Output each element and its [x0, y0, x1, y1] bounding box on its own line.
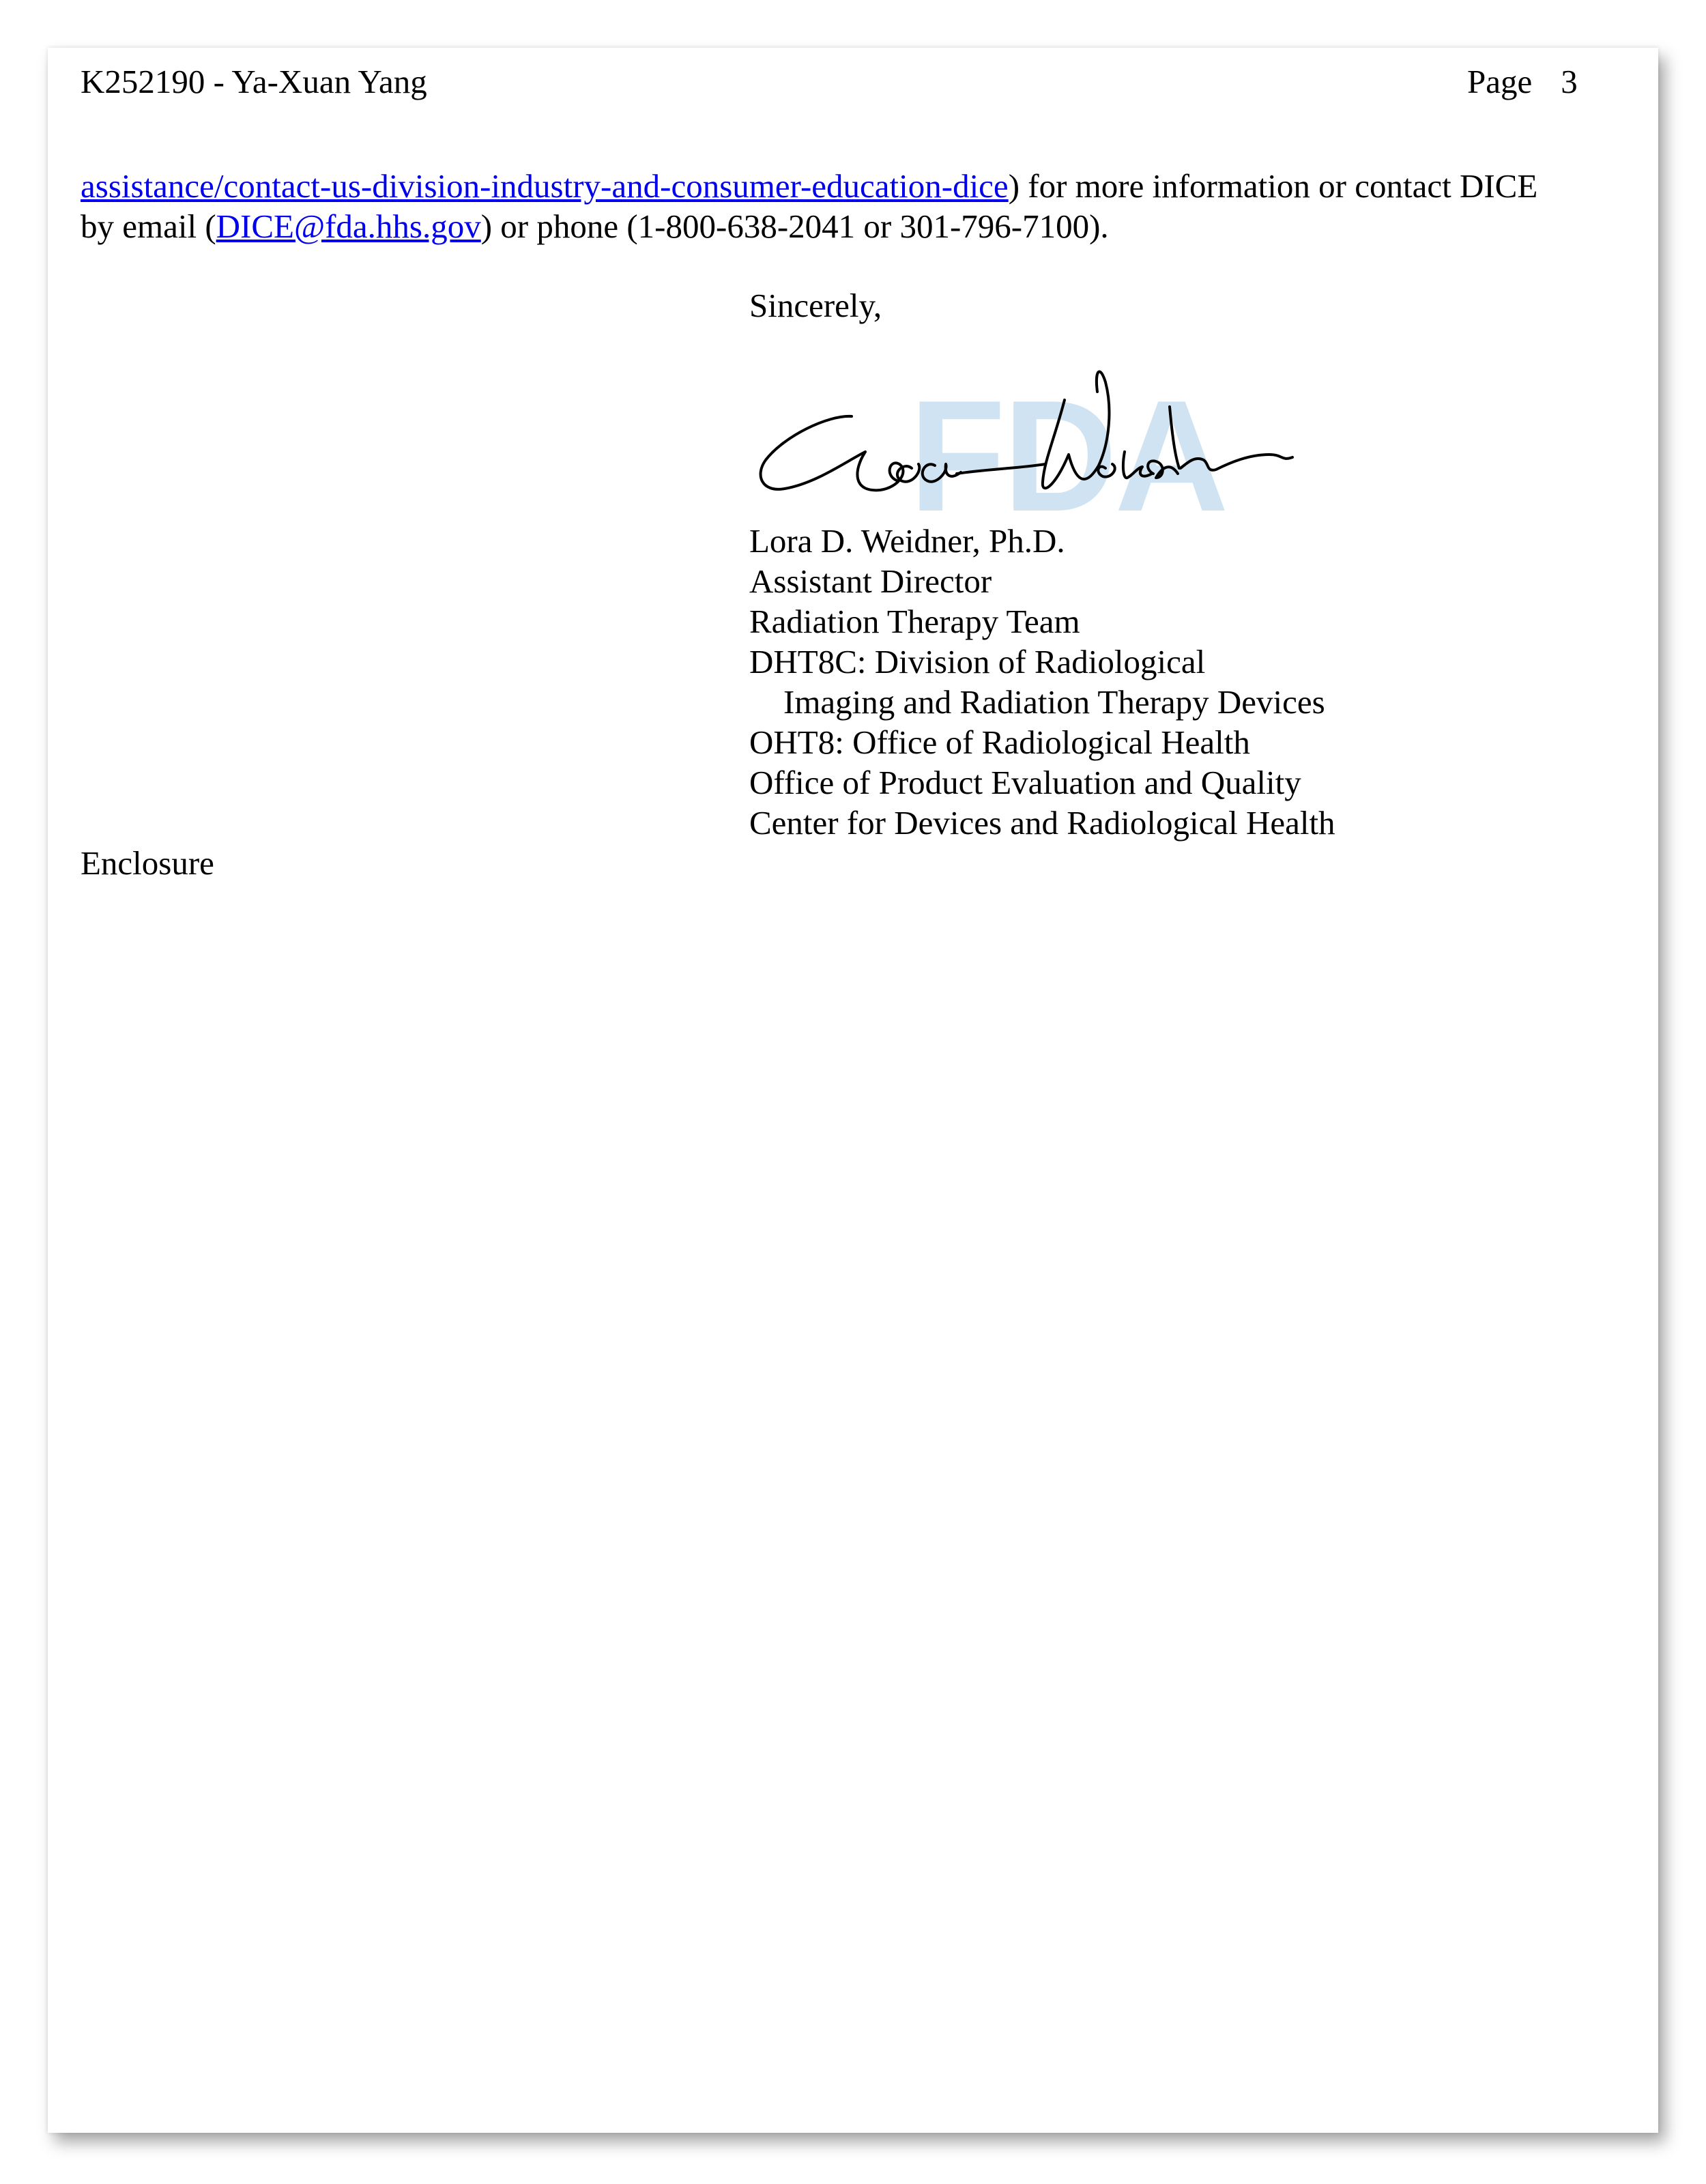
- signer-division: DHT8C: Division of Radiological: [749, 643, 1206, 680]
- paragraph-line-2: [81, 206, 1636, 246]
- paragraph-line-2-lead: by email (: [81, 207, 216, 245]
- signer-center: Center for Devices and Radiological Health: [749, 804, 1335, 842]
- paragraph-line-1-text: ) for more information or contact DICE: [1008, 167, 1538, 205]
- signer-division-continued: Imaging and Radiation Therapy Devices: [783, 683, 1325, 721]
- signer-office-evaluation: Office of Product Evaluation and Quality: [749, 764, 1301, 801]
- paragraph-line-1: [81, 166, 1636, 206]
- paragraph-line-2-text: ) or phone (1-800-638-2041 or 301-796-7100).: [480, 207, 1109, 245]
- document-page: [48, 48, 1658, 2133]
- contact-paragraph: [81, 166, 1636, 246]
- fda-watermark: FDA: [909, 368, 1226, 526]
- signature-graphic: [751, 334, 1310, 526]
- signer-name: Lora D. Weidner, Ph.D.: [749, 522, 1065, 560]
- signer-office: OHT8: Office of Radiological Health: [749, 723, 1250, 761]
- signer-title: Assistant Director: [749, 562, 992, 600]
- page-number: 3: [1561, 63, 1578, 100]
- signature-area: [751, 334, 1310, 526]
- page-label: Page: [1467, 63, 1533, 100]
- dice-url-link[interactable]: assistance/contact-us-division-industry-and-consumer-education-dice: [81, 167, 1009, 205]
- enclosure-note: Enclosure: [81, 844, 214, 882]
- header-reference: K252190 - Ya-Xuan Yang: [81, 63, 427, 100]
- dice-email-link[interactable]: DICE@fda.hhs.gov: [216, 207, 481, 245]
- header-page-indicator: [1467, 61, 1578, 102]
- closing-salutation: Sincerely,: [749, 287, 882, 324]
- signer-team: Radiation Therapy Team: [749, 603, 1080, 640]
- letter-body: [48, 48, 1658, 2133]
- signer-block: [749, 521, 1335, 843]
